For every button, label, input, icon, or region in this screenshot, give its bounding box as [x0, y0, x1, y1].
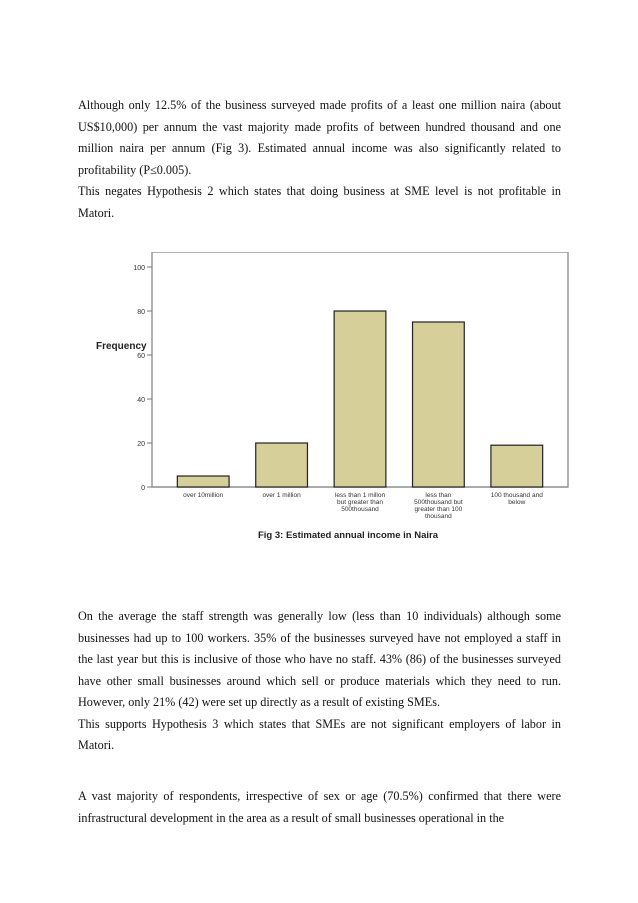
- y-tick-label: 100: [133, 265, 145, 272]
- x-tick-label-4: 100 thousand and below: [490, 492, 543, 506]
- y-tick-label: 40: [137, 397, 145, 404]
- income-bar-chart: [90, 252, 580, 552]
- paragraph-staff-strength: On the average the staff strength was generally low (less than 10 individuals) although some businesses had up to 100 workers. 35% of the businesses surveyed have not employed a staff in the last year but this is inclusive of those who have no staff. 43% (86) of the businesses surveyed have other small businesses around which sell or produce materials which they need to run. However, only 21% (42) were set up directly as a result of existing SMEs.: [78, 609, 561, 709]
- y-axis-label: Frequency: [96, 341, 147, 352]
- x-tick-label-2: less than 1 millon but greater than 500thousand: [334, 492, 386, 513]
- bar-2: [334, 311, 386, 487]
- bar-3: [413, 322, 465, 487]
- paragraph-infrastructure: A vast majority of respondents, irrespective of sex or age (70.5%) confirmed that there were infrastructural development in the area as a result of small businesses operational in the: [78, 789, 561, 825]
- paragraph-hypothesis-3: This supports Hypothesis 3 which states that SMEs are not significant employers of labor in Matori.: [78, 716, 561, 752]
- x-tick-label-1: over 1 million: [262, 492, 301, 499]
- text-block-top: [78, 95, 561, 224]
- text-block-bottom: [78, 786, 561, 829]
- paragraph-hypothesis-2: This negates Hypothesis 2 which states that doing business at SME level is not profitable in Matori.: [78, 184, 561, 220]
- chart-title: Fig 3: Estimated annual income in Naira: [257, 530, 439, 541]
- x-tick-label-3: less than 500thousand but greater than 100 thousand: [414, 492, 463, 520]
- x-axis-labels: [183, 492, 543, 520]
- paragraph-profits: Although only 12.5% of the business surveyed made profits of a least one million naira (about US$10,000) per annum the vast majority made profits of between hundred thousand and one million naira per annum (Fig 3). Estimated annual income was also significantly related to profitability (P≤0.005).: [78, 98, 561, 177]
- bar-0: [177, 476, 229, 487]
- y-tick-label: 20: [137, 441, 145, 448]
- x-tick-label-0: over 10million: [183, 492, 224, 499]
- y-tick-label: 80: [137, 309, 145, 316]
- y-tick-label: 0: [141, 485, 145, 492]
- y-tick-label: 60: [137, 353, 145, 360]
- text-block-middle: [78, 606, 561, 757]
- y-axis-ticks: [133, 265, 152, 492]
- bar-1: [256, 443, 308, 487]
- bar-4: [491, 445, 543, 487]
